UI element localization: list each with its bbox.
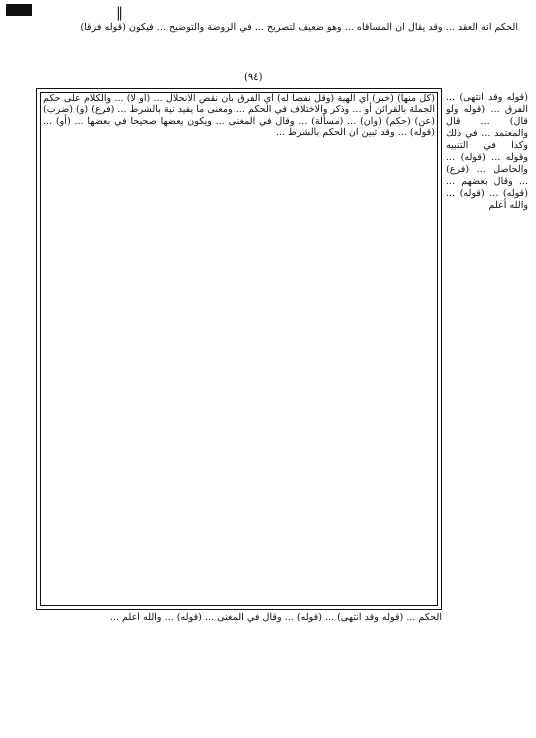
- footnote-text: الحكم ... (قوله وقد انتهى) ... (قوله) ... وقال في المغنى ... (قوله) ... والله أعلم ...: [109, 612, 442, 623]
- corner-mark: [6, 4, 32, 16]
- side-margin-column: (قوله وقد انتهى) ... الفرق ... (قوله ولو قال) ... قال والمعتمد ... في ذلك وكذا في التنبيه وقوله ... (قوله) ... والحاصل ... (فرع) ... وقال بعضهم ... (قوله) ... (قوله) ... والله أعلم: [446, 92, 528, 211]
- main-body-text: (كل منها) (خبر) أي الهبة (وقل نفصا له) أي الفرق بان نقص الانحلال ... (أو لا) ... والكلام على حكم الجملة بالقرائن أو ... وذكر والاختلاف في الحكم ... ومعنى ما يفيد نية بالشرط ... (فرع) (و) (ضرب) (عن) (حكم) (وان) ... (مسألة) ... وقال في المغنى ... ويكون بعضها صحيحا في بعضها ... (أو) ... (قوله) ... وقد تبين ان الحكم بالشرط ...: [43, 93, 435, 139]
- page-header-text: الحكم انه العقد ... وقد يقال ان المساقاه ... وهو ضعيف لتصريح ... في الروضة والتوضيح ... فيكون (قوله فرقا): [80, 22, 518, 33]
- margin-tick-mark: ‖: [116, 5, 123, 21]
- main-text-frame: [36, 88, 442, 610]
- page-number: (٩٤): [244, 72, 263, 83]
